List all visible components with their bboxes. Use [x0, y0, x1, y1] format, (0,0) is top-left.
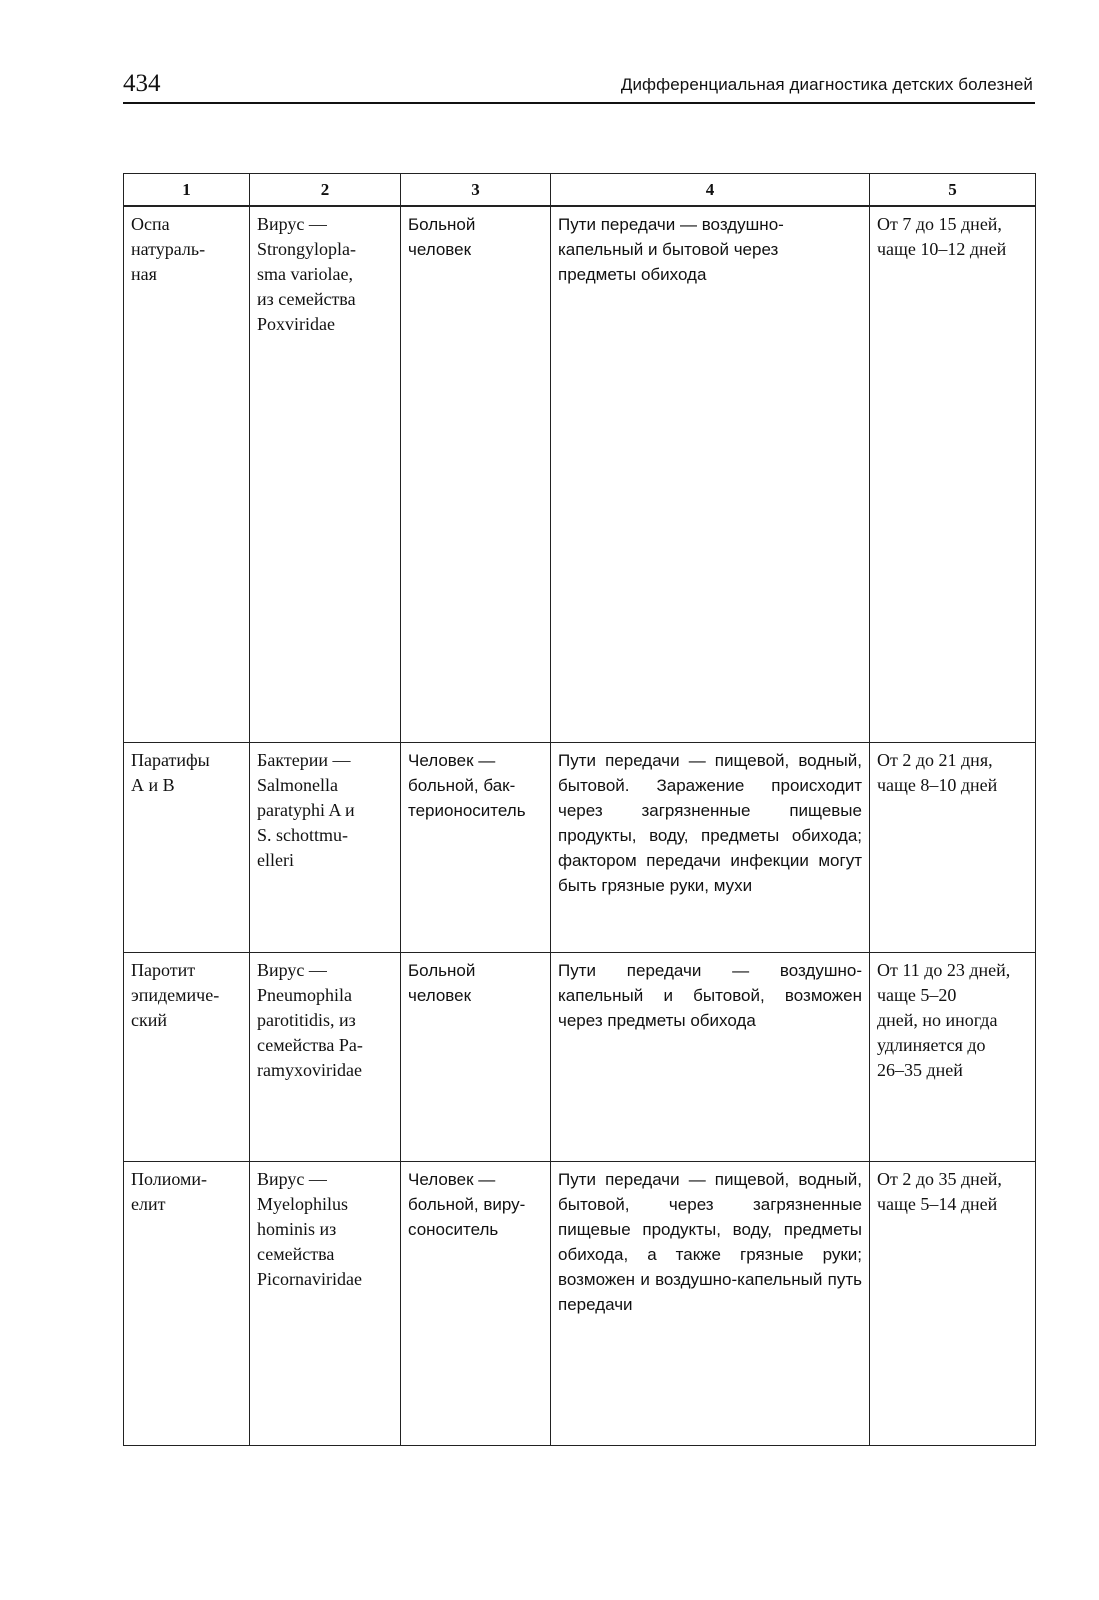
incubation-cell: [870, 952, 1036, 1161]
transmission-text: Пути передачи — воздушно-капельный и бытовой, возможен через предметы обихода: [558, 960, 862, 1030]
disease-cell: [124, 1161, 250, 1445]
column-header: 4: [551, 174, 870, 207]
table-row: [124, 952, 1036, 1161]
table-row: [124, 1161, 1036, 1445]
page-header: [123, 68, 1035, 104]
pathogen-text: Вирус — Pneumophila parotitidis, из семейства Pa- ramyxoviridae: [257, 959, 363, 1080]
column-header: 3: [401, 174, 551, 207]
transmission-text: Пути передачи — пищевой, водный, бытовой. Заражение происходит через загрязненные пищевые продукты, воду, предметы обихода; фактором передачи инфекции могут быть грязные руки, мухи: [558, 750, 862, 895]
source-text: Больной человек: [408, 960, 476, 1005]
disease-table: [123, 173, 1036, 1446]
incubation-cell: [870, 742, 1036, 952]
disease-cell: [124, 952, 250, 1161]
page-number: 434: [123, 70, 161, 97]
incubation-text: От 2 до 21 дня, чаще 8–10 дней: [877, 749, 998, 795]
table-row: [124, 742, 1036, 952]
transmission-cell: [551, 206, 870, 742]
column-header: 5: [870, 174, 1036, 207]
pathogen-text: Бактерии — Salmonella paratyphi A и S. schottmu- elleri: [257, 749, 355, 870]
pathogen-text: Вирус — Myelophilus hominis из семейства Picornaviridae: [257, 1168, 362, 1289]
source-cell: [401, 742, 551, 952]
transmission-cell: [551, 742, 870, 952]
disease-name: Полиоми- елит: [131, 1168, 208, 1214]
source-text: Человек — больной, бак- терионоситель: [408, 750, 526, 820]
source-text: Человек — больной, виру- соноситель: [408, 1169, 526, 1239]
incubation-text: От 11 до 23 дней, чаще 5–20 дней, но иногда удлиняется до 26–35 дней: [877, 959, 1011, 1080]
transmission-cell: [551, 952, 870, 1161]
disease-cell: [124, 206, 250, 742]
pathogen-cell: [250, 742, 401, 952]
source-cell: [401, 206, 551, 742]
pathogen-cell: [250, 1161, 401, 1445]
table-header-row: [124, 174, 1036, 207]
pathogen-cell: [250, 206, 401, 742]
incubation-cell: [870, 1161, 1036, 1445]
transmission-text: Пути передачи — воздушно- капельный и бытовой через предметы обихода: [558, 215, 784, 284]
disease-name: Оспа натураль- ная: [131, 214, 206, 284]
source-text: Больной человек: [408, 215, 476, 259]
source-cell: [401, 1161, 551, 1445]
incubation-text: От 7 до 15 дней, чаще 10–12 дней: [877, 214, 1007, 259]
table-row: [124, 206, 1036, 742]
source-cell: [401, 952, 551, 1161]
disease-name: Паратифы А и В: [131, 749, 210, 795]
incubation-cell: [870, 206, 1036, 742]
disease-name: Паротит эпидемиче- ский: [131, 959, 220, 1030]
column-header: 2: [250, 174, 401, 207]
transmission-text: Пути передачи — пищевой, водный, бытовой, через загрязненные пищевые продукты, воду, предметы обихода, а также грязные руки; возможен и воздушно-капельный путь передачи: [558, 1169, 862, 1314]
pathogen-text: Вирус — Strongylopla- sma variolae, из семейства Poxviridae: [257, 214, 356, 334]
pathogen-cell: [250, 952, 401, 1161]
disease-cell: [124, 742, 250, 952]
column-header: 1: [124, 174, 250, 207]
transmission-cell: [551, 1161, 870, 1445]
running-title: Дифференциальная диагностика детских болезней: [620, 75, 1033, 94]
incubation-text: От 2 до 35 дней, чаще 5–14 дней: [877, 1168, 1002, 1214]
